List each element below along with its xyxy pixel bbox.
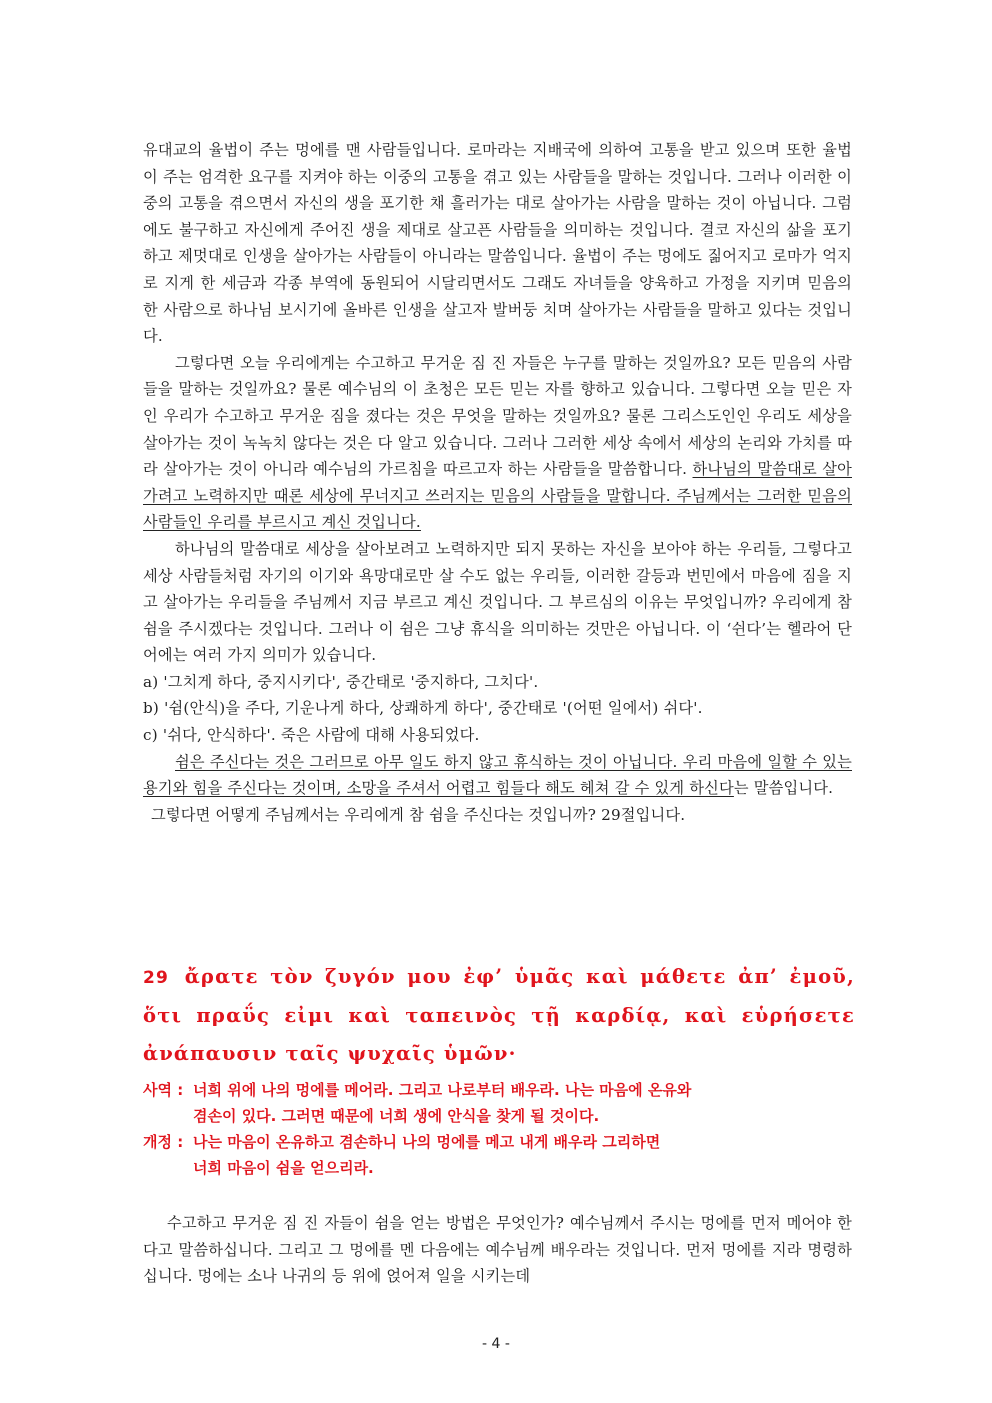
translation-sayeok <box>143 1077 855 1103</box>
list-item-b: b) '쉼(안식)을 주다, 기운나게 하다, 상쾌하게 하다', 중간태로 '(어떤 일에서) 쉬다'. <box>143 699 703 718</box>
greek-verse <box>143 958 855 1073</box>
page-number: - 4 - <box>482 1336 510 1352</box>
closing-paragraph: 수고하고 무거운 짐 진 자들이 쉼을 얻는 방법은 무엇인가? 예수님께서 주시는 멍에를 먼저 메어야 한다고 말씀하십니다. 그리고 그 멍에를 멘 다음에는 예수님께 배우라는 것입니다. 먼저 멍에를 지라 명령하십니다. 멍에는 소나 나귀의 등 위에 얹어져 일을 시키는데 <box>143 1214 852 1286</box>
closing-text <box>143 1210 852 1290</box>
paragraph-5: 그렇다면 어떻게 주님께서는 우리에게 참 쉼을 주신다는 것입니까? 29절입니다. <box>151 805 686 824</box>
translations <box>143 1077 855 1181</box>
greek-verse-text: ἄρατε τὸν ζυγόν μου ἐφ’ ὑμᾶς καὶ μάθετε ἀπ’ ἐμοῦ, ὅτι πραΰς εἰμι καὶ ταπεινὸς τῇ καρδίᾳ, καὶ εὑρήσετε ἀνάπαυσιν ταῖς ψυχαῖς ὑμῶν· <box>143 965 855 1065</box>
paragraph-2 <box>143 350 852 536</box>
paragraph-4-underlined: 쉼은 주신다는 것은 그러므로 아무 일도 하지 않고 휴식하는 것이 아닙니다. 우리 마음에 일할 수 있는 용기와 힘을 주신다는 것이며, 소망을 주셔서 어렵고 힘들다 해도 헤쳐 갈 수 있게 하신다 <box>143 752 852 798</box>
sayeok-label: 사역 : <box>143 1081 184 1099</box>
verse-number: 29 <box>143 968 170 988</box>
gaejeong-label: 개정 : <box>143 1133 184 1151</box>
paragraph-2-underlined: 하나님의 말씀대로 살아가려고 노력하지만 때론 세상에 무너지고 쓰러지는 믿음의 사람들을 말합니다. 주님께서는 그러한 믿음의 사람들인 우리를 부르시고 계신 것입니다. <box>143 460 852 532</box>
body-text <box>143 137 852 828</box>
sayeok-line-2: 겸손이 있다. 그러면 때문에 너희 생에 안식을 찾게 될 것이다. <box>193 1107 600 1125</box>
paragraph-3: 하나님의 말씀대로 세상을 살아보려고 노력하지만 되지 못하는 자신을 보아야 하는 우리들, 그렇다고 세상 사람들처럼 자기의 이기와 욕망대로만 살 수도 없는 우리들, 이러한 갈등과 번민에서 마음에 짐을 지고 살아가는 우리들을 주님께서 지금 부르고 계신 것입니다. 그 부르심의 이유는 무엇입니까? 우리에게 참 쉼을 주시겠다는 것입니다. 그러나 이 쉼은 그냥 휴식을 의미하는 것만은 아닙니다. 이 ‘쉰다’는 헬라어 단어에는 여러 가지 의미가 있습니다. <box>143 539 852 665</box>
translation-gaejeong <box>143 1129 855 1155</box>
paragraph-1: 유대교의 율법이 주는 멍에를 맨 사람들입니다. 로마라는 지배국에 의하여 고통을 받고 있으며 또한 율법이 주는 엄격한 요구를 지켜야 하는 이중의 고통을 겪고 있는 사람들을 말하는 것입니다. 그러나 이러한 이중의 고통을 겪으면서 자신의 생을 포기한 채 흘러가는 대로 살아가는 사람을 말하는 것이 아닙니다. 그럼에도 불구하고 자신에게 주어진 생을 제대로 살고픈 사람들을 의미하는 것입니다. 결코 자신의 삶을 포기하고 제멋대로 인생을 살아가는 사람들이 아니라는 말씀입니다. 율법이 주는 멍에도 짊어지고 로마가 억지로 지게 한 세금과 각종 부역에 동원되어 시달리면서도 그래도 자녀들을 양육하고 가정을 지키며 믿음의 한 사람으로 하나님 보시기에 올바른 인생을 살고자 발버둥 치며 살아가는 사람들을 말하고 있다는 것입니다. <box>143 141 852 346</box>
sayeok-line-1: 너희 위에 나의 멍에를 메어라. 그리고 나로부터 배우라. 나는 마음에 온유와 <box>193 1081 692 1099</box>
gaejeong-line-2: 너희 마음이 쉼을 얻으리라. <box>193 1159 374 1177</box>
paragraph-4 <box>143 749 852 802</box>
gaejeong-line-1: 나는 마음이 온유하고 겸손하니 나의 멍에를 메고 내게 배우라 그리하면 <box>193 1133 661 1151</box>
list-item-a: a) '그치게 하다, 중지시키다', 중간태로 '중지하다, 그치다'. <box>143 672 539 691</box>
paragraph-4-text: 는 말씀입니다. <box>733 779 834 798</box>
paragraph-2-text: 그렇다면 오늘 우리에게는 수고하고 무거운 짐 진 자들은 누구를 말하는 것일까요? 모든 믿음의 사람들을 말하는 것일까요? 물론 예수님의 이 초청은 모든 믿는 자를 향하고 있습니다. 그렇다면 오늘 믿은 자인 우리가 수고하고 무거운 짐을 졌다는 것은 무엇을 말하는 것일까요? 물론 그리스도인인 우리도 세상을 살아가는 것이 녹녹치 않다는 것은 다 알고 있습니다. 그러나 그러한 세상 속에서 세상의 논리와 가치를 따라 살아가는 것이 아니라 예수님의 가르침을 따르고자 하는 사람들을 말씀합니다. <box>143 353 852 479</box>
list-item-c: c) '쉬다, 안식하다'. 죽은 사람에 대해 사용되었다. <box>143 726 480 745</box>
